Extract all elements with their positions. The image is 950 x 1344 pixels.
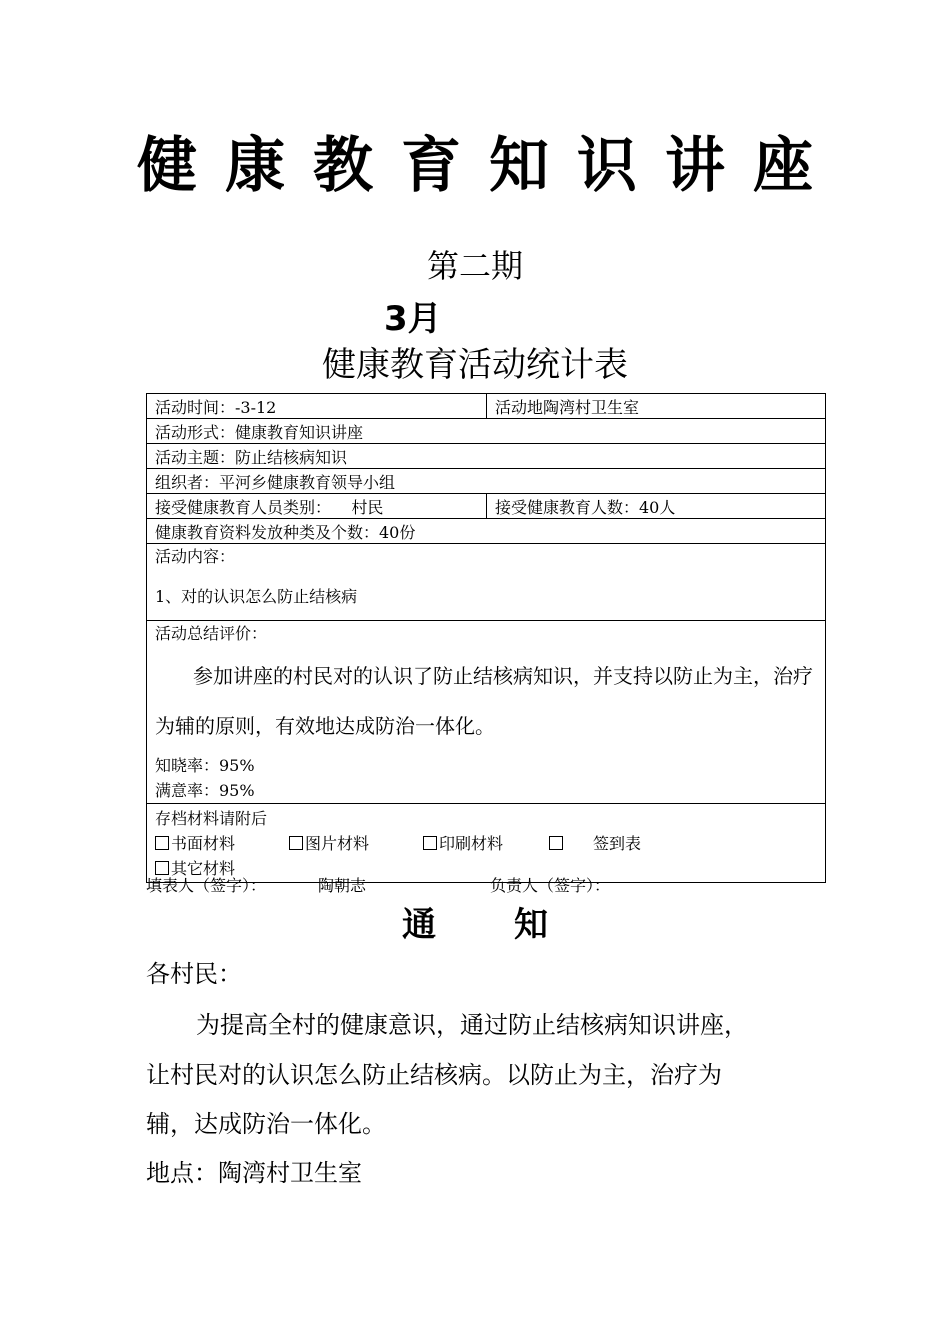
activity-place-cell: 活动地陶湾村卫生室 xyxy=(487,394,826,419)
activity-form-cell: 活动形式：健康教育知识讲座 xyxy=(147,419,826,444)
table-row xyxy=(147,519,826,544)
notice-location: 地点：陶湾村卫生室 xyxy=(146,1159,362,1187)
notice-body-line-3: 辅，达成防治一体化。 xyxy=(146,1110,386,1138)
materials-count-cell: 健康教育资料发放种类及个数：40份 xyxy=(147,519,826,544)
archive-cell xyxy=(147,804,826,883)
checkbox-icon xyxy=(155,861,169,875)
filler-label: 填表人（签字）： xyxy=(146,876,267,895)
activity-stats-table xyxy=(146,393,826,883)
table-row xyxy=(147,621,826,804)
notice-body-line-2: 让村民对的认识怎么防止结核病。以防止为主，治疗为 xyxy=(146,1061,722,1089)
filler-name: 陶朝志 xyxy=(318,876,367,895)
evaluation-cell xyxy=(147,621,826,804)
eval-label: 活动总结评价： xyxy=(155,624,268,643)
table-row xyxy=(147,419,826,444)
issue-label: 第二期 xyxy=(426,247,523,285)
audience-count-cell: 接受健康教育人数：40人 xyxy=(487,494,826,519)
option-written[interactable]: 书面材料 xyxy=(155,831,289,856)
satisfaction-rate: 满意率：95% xyxy=(155,781,255,800)
notice-body-line-1: 为提高全村的健康意识，通过防止结核病知识讲座， xyxy=(196,1011,748,1039)
table-title: 健康教育活动统计表 xyxy=(322,345,628,385)
audience-type-cell: 接受健康教育人员类别： 村民 xyxy=(147,494,487,519)
month-label: 3月 xyxy=(384,299,442,339)
activity-content-cell xyxy=(147,544,826,621)
checkbox-icon xyxy=(549,836,563,850)
checkbox-icon xyxy=(289,836,303,850)
responsible-label: 负责人（签字）： xyxy=(490,876,611,895)
activity-theme-cell: 活动主题：防止结核病知识 xyxy=(147,444,826,469)
notice-greeting: 各村民： xyxy=(146,960,242,988)
checkbox-icon xyxy=(423,836,437,850)
table-row xyxy=(147,444,826,469)
option-pictures[interactable]: 图片材料 xyxy=(289,831,423,856)
notice-title: 通 知 xyxy=(402,905,548,945)
table-row xyxy=(147,394,826,419)
table-row xyxy=(147,469,826,494)
option-signin[interactable]: 签到表 xyxy=(549,831,641,856)
option-printed[interactable]: 印刷材料 xyxy=(423,831,549,856)
awareness-rate: 知晓率：95% xyxy=(155,756,255,775)
checkbox-icon xyxy=(155,836,169,850)
activity-time-cell: 活动时间：-3-12 xyxy=(147,394,487,419)
main-title: 健康教育知识讲座 xyxy=(137,131,841,201)
table-row xyxy=(147,804,826,883)
eval-text: 参加讲座的村民对的认识了防止结核病知识，并支持以防止为主，治疗为辅的原则，有效地达成防治一体化。 xyxy=(155,664,813,738)
organizer-cell: 组织者：平河乡健康教育领导小组 xyxy=(147,469,826,494)
eval-paragraph xyxy=(155,651,817,751)
content-item: 1、对的认识怎么防止结核病 xyxy=(155,587,358,606)
table-row xyxy=(147,544,826,621)
content-label: 活动内容： xyxy=(155,547,236,566)
archive-label: 存档材料请附后 xyxy=(155,809,268,828)
option-other[interactable]: 其它材料 xyxy=(155,856,235,881)
table-row xyxy=(147,494,826,519)
